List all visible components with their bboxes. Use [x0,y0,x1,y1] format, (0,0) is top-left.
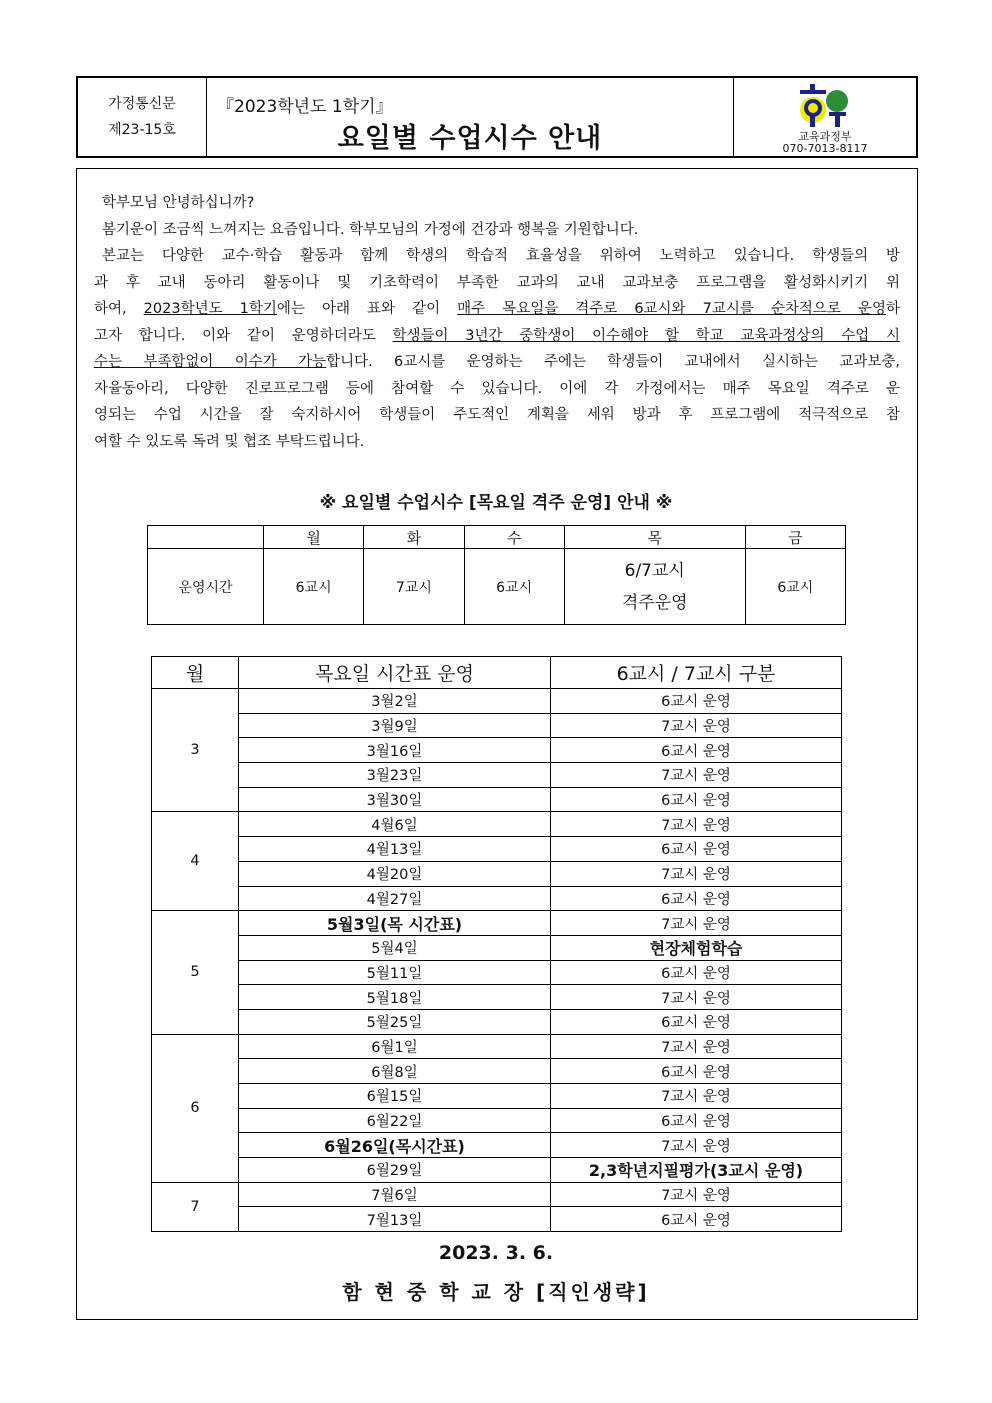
type-cell: 현장체험학습 [551,935,842,960]
hours-cell: 6교시 [264,549,364,625]
doc-info [78,78,207,156]
text: 에는 아래 표와 같이 [276,301,458,317]
thu-note: 격주운영 [621,592,688,613]
date-cell: 6월8일 [239,1059,551,1084]
date-cell: 5월4일 [239,935,551,960]
thu-hours: 6/7교시 [624,560,685,581]
type-cell: 6교시 운영 [551,837,842,862]
type-cell: 7교시 운영 [551,1084,842,1109]
letter-line: 봄기운이 조금씩 느껴지는 요즘입니다. 학부모님의 가정에 건강과 행복을 기원합니다. [102,221,639,238]
date-cell: 6월15일 [239,1084,551,1109]
day-header: 화 [364,526,464,549]
date-cell: 3월9일 [239,713,551,738]
title-cell [207,78,734,156]
date-cell: 7월6일 [239,1182,551,1207]
department-name: 교육과정부 [798,130,852,143]
type-cell: 6교시 운영 [551,1009,842,1034]
blank-header-cell [148,526,264,549]
letter-line [94,323,900,350]
underlined-text: 2023학년도 1학기 [143,301,277,317]
text: 하여, [94,301,144,317]
month-cell: 5 [152,911,239,1034]
month-cell: 4 [152,812,239,911]
type-cell: 6교시 운영 [551,960,842,985]
type-cell: 7교시 운영 [551,763,842,788]
day-header: 목 [564,526,745,549]
type-cell: 7교시 운영 [551,812,842,837]
letter-body [94,190,900,455]
weekday-hours-table [147,525,846,625]
doc-type: 가정통신문 [108,96,176,112]
date-cell: 3월2일 [239,689,551,714]
hours-cell-thursday [564,549,745,625]
day-header: 수 [464,526,564,549]
date-cell: 5월3일(목 시간표) [239,911,551,936]
department-cell [734,78,916,156]
type-cell: 7교시 운영 [551,1182,842,1207]
type-cell: 2,3학년지필평가(3교시 운영) [551,1158,842,1183]
letter-line [94,296,900,323]
date-cell: 6월22일 [239,1108,551,1133]
type-cell: 7교시 운영 [551,861,842,886]
day-header: 월 [264,526,364,549]
letter-line: 과 후 교내 동아리 활동이나 및 기초학력이 부족한 교과의 교내 교과보충 프로그램을 활성화시키기 위 [94,274,900,291]
column-header: 월 [152,657,239,689]
doc-number: 제23-15호 [108,122,176,138]
type-cell: 7교시 운영 [551,1034,842,1059]
underlined-text: 매주 목요일을 격주로 6교시와 7교시를 순차적으로 운영 [457,301,886,317]
date-cell: 5월18일 [239,985,551,1010]
type-cell: 7교시 운영 [551,911,842,936]
date-cell: 7월13일 [239,1207,551,1232]
type-cell: 6교시 운영 [551,1207,842,1232]
text: 합니다. 6교시를 운영하는 주에는 학생들이 교내에서 실시하는 교과보충, [326,354,900,370]
month-cell: 6 [152,1034,239,1182]
column-header: 목요일 시간표 운영 [239,657,551,689]
department-phone: 070-7013-8117 [782,142,868,155]
hours-cell: 6교시 [745,549,845,625]
type-cell: 6교시 운영 [551,886,842,911]
subtitle: 『2023학년도 1학기』 [217,97,393,117]
letter-line: 본교는 다양한 교수·학습 활동과 함께 학생의 학습적 효율성을 위하여 노력하고 있습니다. 학생들의 방 [102,248,900,264]
section-title: ※ 요일별 수업시수 [목요일 격주 운영] 안내 ※ [319,493,673,513]
date-cell: 5월11일 [239,960,551,985]
thursday-schedule-table [151,656,842,1232]
principal-signature: 함 현 중 학 교 장 [직인생략] [342,1280,650,1304]
letter-line: 자율동아리, 다양한 진로프로그램 등에 참여할 수 있습니다. 이에 각 가정에서는 매주 목요일 격주로 운 [94,380,900,397]
hours-cell: 6교시 [464,549,564,625]
type-cell: 6교시 운영 [551,689,842,714]
date-cell: 6월1일 [239,1034,551,1059]
page-title: 요일별 수업시수 안내 [337,123,603,154]
type-cell: 6교시 운영 [551,738,842,763]
date-cell: 4월6일 [239,812,551,837]
type-cell: 7교시 운영 [551,713,842,738]
school-logo-icon [798,84,852,128]
date-cell: 3월30일 [239,787,551,812]
text: 고자 합니다. 이와 같이 운영하더라도 [94,327,393,344]
date-cell: 6월29일 [239,1158,551,1183]
date-cell: 4월13일 [239,837,551,862]
header [76,76,918,158]
greeting: 학부모님 안녕하십니까? [102,195,255,211]
month-cell: 3 [152,689,239,812]
type-cell: 7교시 운영 [551,985,842,1010]
type-cell: 6교시 운영 [551,787,842,812]
issue-date: 2023. 3. 6. [438,1242,554,1264]
date-cell: 4월27일 [239,886,551,911]
letter-line [94,349,900,376]
type-cell: 6교시 운영 [551,1059,842,1084]
letter-line: 영되는 수업 시간을 잘 숙지하시어 학생들이 주도적인 계획을 세워 방과 후 프로그램에 적극적으로 참 [94,407,900,423]
type-cell: 7교시 운영 [551,1133,842,1158]
underlined-text: 수는 부족함없이 이수가 가능 [94,354,327,370]
date-cell: 3월16일 [239,738,551,763]
date-cell: 3월23일 [239,763,551,788]
day-header: 금 [745,526,845,549]
date-cell: 6월26일(목시간표) [239,1133,551,1158]
date-cell: 4월20일 [239,861,551,886]
column-header: 6교시 / 7교시 구분 [551,657,842,689]
text: 하 [885,301,900,317]
month-cell: 7 [152,1182,239,1231]
underlined-text: 학생들이 3년간 중학생이 이수해야 할 학교 교육과정상의 수업 시 [392,327,900,344]
hours-cell: 7교시 [364,549,464,625]
type-cell: 6교시 운영 [551,1108,842,1133]
date-cell: 5월25일 [239,1009,551,1034]
row-label: 운영시간 [148,549,264,625]
letter-line: 여할 수 있도록 독려 및 협조 부탁드립니다. [94,433,365,450]
